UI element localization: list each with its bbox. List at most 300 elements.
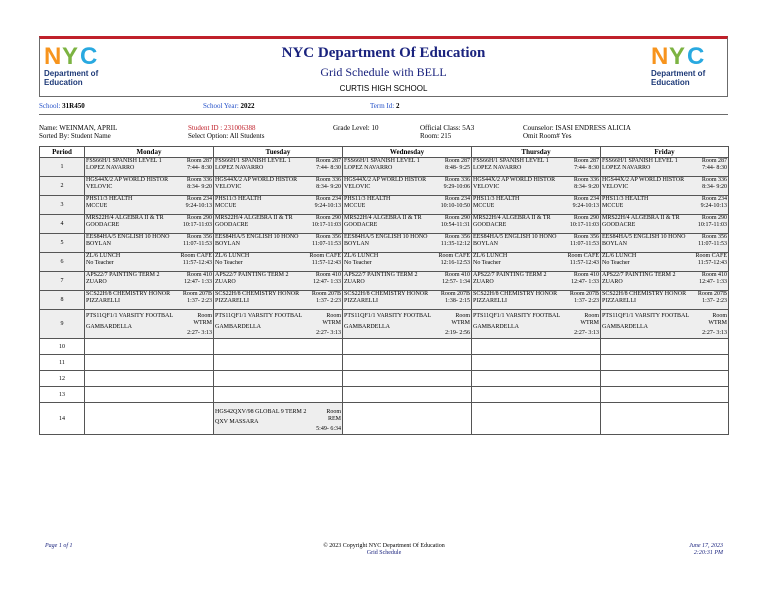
course-name: HGS42QXV/98 GLOBAL 9 TERM 2 — [215, 409, 307, 415]
class-time: 9:24-10:13 — [185, 203, 212, 209]
class-time: 7:44- 8:30 — [316, 165, 341, 171]
schedule-cell — [601, 355, 729, 371]
table-row — [40, 158, 729, 177]
teacher-name: ZUARO — [215, 279, 236, 285]
svg-text:N: N — [651, 43, 669, 67]
class-time: 8:48- 9:25 — [445, 165, 470, 171]
class-time: 12:47- 1:33 — [313, 279, 341, 285]
table-row — [40, 339, 729, 355]
divider — [39, 114, 728, 115]
class-time: 10:17-11:03 — [182, 222, 212, 228]
schedule-cell — [472, 403, 601, 435]
room-number: Room CAFE — [695, 253, 727, 259]
header-friday: Friday — [601, 147, 729, 158]
course-name: FSS66H/1 SPANISH LEVEL 1 — [215, 158, 291, 164]
school-field: School: 31R450 — [39, 102, 85, 110]
period-number: 14 — [40, 403, 85, 435]
teacher-name: No Teacher — [215, 260, 243, 266]
schedule-grid — [39, 146, 729, 435]
class-time: 2:27- 3:13 — [316, 330, 341, 336]
teacher-name: VELOVIC — [602, 184, 629, 190]
class-entry — [473, 253, 599, 270]
course-name: EES84HA/5 ENGLISH 10 HONO — [86, 234, 170, 240]
class-time: 1:37- 2:23 — [187, 298, 212, 304]
header-thursday: Thursday — [472, 147, 601, 158]
course-name: PHS11/3 HEALTH — [86, 196, 133, 202]
report-header — [39, 36, 728, 97]
teacher-name: GOODACRE — [215, 222, 249, 228]
course-name: PTS11QF1/1 VARSITY FOOTBAL — [602, 313, 690, 319]
class-time: 11:07-11:53 — [312, 241, 341, 247]
course-name: APS22/7 PAINTING TERM 2 — [602, 272, 676, 278]
course-name: FSS66H/1 SPANISH LEVEL 1 — [344, 158, 420, 164]
period-number: 2 — [40, 177, 85, 196]
course-name: HGS44X/2 AP WORLD HISTOR — [473, 177, 556, 183]
schedule-cell — [85, 272, 214, 291]
class-entry — [602, 196, 727, 213]
table-row — [40, 177, 729, 196]
class-entry — [215, 177, 341, 194]
teacher-name: GAMBARDELLA — [473, 324, 519, 330]
course-name: APS22/7 PAINTING TERM 2 — [344, 272, 418, 278]
teacher-name: PIZZARELLI — [86, 298, 120, 304]
schedule-cell — [85, 339, 214, 355]
class-time: 9:24-10:13 — [700, 203, 727, 209]
room-number: Room 287 — [186, 158, 212, 164]
copyright-block: © 2023 Copyright NYC Department Of Education Grid Schedule — [323, 543, 445, 556]
room-number: Room 207B — [697, 291, 727, 297]
course-name: EES84HA/5 ENGLISH 10 HONO — [473, 234, 557, 240]
room-number: Room 234 — [573, 196, 599, 202]
class-entry — [602, 313, 727, 338]
schedule-cell — [601, 234, 729, 253]
class-entry — [215, 409, 341, 434]
teacher-name: ZUARO — [344, 279, 365, 285]
course-name: APS22/7 PAINTING TERM 2 — [473, 272, 547, 278]
class-entry — [215, 272, 341, 289]
nyc-doe-logo-right — [651, 43, 723, 91]
course-name: PHS11/3 HEALTH — [344, 196, 391, 202]
class-time: 2:27- 3:13 — [187, 330, 212, 336]
report-subtitle: Grid Schedule with BELL — [320, 65, 447, 79]
room-number: Room 234 — [186, 196, 212, 202]
class-time: 10:54-11:31 — [440, 222, 470, 228]
page-number: Page 1 of 1 — [45, 543, 73, 549]
class-time: 7:44- 8:30 — [574, 165, 599, 171]
room-number: Room 290 — [573, 215, 599, 221]
schedule-cell — [472, 339, 601, 355]
class-time: 11:07-11:53 — [183, 241, 212, 247]
schedule-cell — [85, 291, 214, 310]
student-id-block: Student ID : 231006388 Select Option: All Students — [188, 124, 265, 140]
course-name: HGS44X/2 AP WORLD HISTOR — [344, 177, 427, 183]
teacher-name: LOPEZ NAVARRO — [473, 165, 522, 171]
schedule-cell — [214, 234, 343, 253]
room-number: Room 356 — [315, 234, 341, 240]
course-name: ZL/6 LUNCH — [344, 253, 379, 259]
schedule-cell — [601, 272, 729, 291]
schedule-cell — [85, 387, 214, 403]
class-entry — [344, 158, 470, 175]
room-number: Room 410 — [573, 272, 599, 278]
class-time: 12:16-12:53 — [440, 260, 470, 266]
period-number: 13 — [40, 387, 85, 403]
class-entry — [344, 291, 470, 308]
course-name: EES84HA/5 ENGLISH 10 HONO — [344, 234, 428, 240]
schedule-cell — [85, 371, 214, 387]
room-number: Room WTRM — [322, 313, 341, 326]
class-entry — [215, 313, 341, 338]
teacher-name: GOODACRE — [473, 222, 507, 228]
period-number: 11 — [40, 355, 85, 371]
class-time: 12:47- 1:33 — [571, 279, 599, 285]
course-name: SCS22H/8 CHEMISTRY HONOR — [473, 291, 558, 297]
class-entry — [473, 291, 599, 308]
class-entry — [215, 253, 341, 270]
teacher-name: No Teacher — [602, 260, 630, 266]
schedule-cell — [472, 158, 601, 177]
period-number: 5 — [40, 234, 85, 253]
class-time: 9:24-10:13 — [572, 203, 599, 209]
room-number: Room 290 — [315, 215, 341, 221]
header-tuesday: Tuesday — [214, 147, 343, 158]
class-time: 12:57- 1:34 — [442, 279, 470, 285]
course-name: MRS22H/4 ALGEBRA II & TR — [215, 215, 293, 221]
teacher-name: BOYLAN — [473, 241, 498, 247]
room-number: Room 207B — [311, 291, 341, 297]
room-number: Room WTRM — [193, 313, 212, 326]
class-entry — [602, 158, 727, 175]
class-entry — [344, 313, 470, 338]
period-number: 10 — [40, 339, 85, 355]
report-timestamp: June 17, 2023 2:20:31 PM — [689, 543, 723, 556]
schedule-cell — [343, 310, 472, 339]
schedule-cell — [214, 371, 343, 387]
room-number: Room 207B — [440, 291, 470, 297]
schedule-cell — [601, 158, 729, 177]
teacher-name: ZUARO — [86, 279, 107, 285]
room-number: Room 336 — [701, 177, 727, 183]
schedule-cell — [214, 272, 343, 291]
class-time: 1:37- 2:23 — [316, 298, 341, 304]
nyc-logo-mark-right — [651, 43, 711, 67]
class-entry — [344, 177, 470, 194]
class-time: 1:37- 2:23 — [574, 298, 599, 304]
class-entry — [86, 215, 212, 232]
room-number: Room 410 — [315, 272, 341, 278]
class-time: 2:19- 2:56 — [445, 330, 470, 336]
schedule-cell — [601, 339, 729, 355]
svg-text:Y: Y — [669, 43, 686, 67]
class-entry — [602, 177, 727, 194]
class-entry — [473, 158, 599, 175]
course-name: PTS11QF1/1 VARSITY FOOTBAL — [215, 313, 303, 319]
counselor-block: Counselor: ISASI ENDRESS ALICIA Omit Room# Yes — [523, 124, 631, 140]
schedule-cell — [214, 310, 343, 339]
schedule-cell — [601, 403, 729, 435]
schedule-cell — [472, 177, 601, 196]
teacher-name: VELOVIC — [215, 184, 242, 190]
class-time: 9:24-10:13 — [314, 203, 341, 209]
schedule-cell — [85, 253, 214, 272]
class-entry — [602, 253, 727, 270]
teacher-name: VELOVIC — [344, 184, 371, 190]
course-name: SCS22H/8 CHEMISTRY HONOR — [344, 291, 429, 297]
room-number: Room 410 — [186, 272, 212, 278]
period-number: 3 — [40, 196, 85, 215]
schedule-cell — [85, 403, 214, 435]
teacher-name: BOYLAN — [86, 241, 111, 247]
course-name: HGS44X/2 AP WORLD HISTOR — [215, 177, 298, 183]
class-entry — [86, 196, 212, 213]
course-name: PHS11/3 HEALTH — [602, 196, 649, 202]
schedule-cell — [472, 234, 601, 253]
room-number: Room WTRM — [451, 313, 470, 326]
course-name: PHS11/3 HEALTH — [473, 196, 520, 202]
class-time: 11:57-12:43 — [182, 260, 212, 266]
teacher-name: GOODACRE — [602, 222, 636, 228]
class-entry — [473, 177, 599, 194]
schedule-cell — [214, 196, 343, 215]
period-number: 7 — [40, 272, 85, 291]
class-time: 10:17-11:03 — [569, 222, 599, 228]
class-time: 12:47- 1:33 — [699, 279, 727, 285]
room-number: Room 336 — [315, 177, 341, 183]
room-number: Room 356 — [444, 234, 470, 240]
room-number: Room 287 — [573, 158, 599, 164]
schedule-cell — [601, 253, 729, 272]
table-row — [40, 234, 729, 253]
room-number: Room CAFE — [180, 253, 212, 259]
room-number: Room CAFE — [567, 253, 599, 259]
class-time: 12:47- 1:33 — [184, 279, 212, 285]
class-entry — [473, 196, 599, 213]
svg-text:N: N — [44, 43, 62, 67]
class-time: 10:17-11:03 — [311, 222, 341, 228]
header-monday: Monday — [85, 147, 214, 158]
course-name: MRS22H/4 ALGEBRA II & TR — [344, 215, 422, 221]
table-row — [40, 310, 729, 339]
class-time: 11:35-12:12 — [440, 241, 470, 247]
course-name: ZL/6 LUNCH — [215, 253, 250, 259]
course-name: PTS11QF1/1 VARSITY FOOTBAL — [344, 313, 432, 319]
class-entry — [473, 313, 599, 338]
schedule-cell — [472, 253, 601, 272]
class-time: 8:34- 9:20 — [187, 184, 212, 190]
room-number: Room 410 — [444, 272, 470, 278]
teacher-name: GOODACRE — [86, 222, 120, 228]
schedule-cell — [214, 158, 343, 177]
schedule-cell — [343, 196, 472, 215]
period-number: 1 — [40, 158, 85, 177]
schedule-cell — [472, 310, 601, 339]
class-entry — [215, 291, 341, 308]
class-time: 1:38- 2:15 — [445, 298, 470, 304]
class-entry — [473, 272, 599, 289]
schedule-cell — [214, 215, 343, 234]
course-name: FSS66H/1 SPANISH LEVEL 1 — [473, 158, 549, 164]
schedule-cell — [214, 387, 343, 403]
schedule-cell — [85, 158, 214, 177]
schedule-cell — [472, 387, 601, 403]
schedule-cell — [85, 310, 214, 339]
course-name: ZL/6 LUNCH — [602, 253, 637, 259]
course-name: PHS11/3 HEALTH — [215, 196, 262, 202]
room-number: Room 290 — [701, 215, 727, 221]
period-number: 4 — [40, 215, 85, 234]
schedule-cell — [472, 291, 601, 310]
teacher-name: GAMBARDELLA — [602, 324, 648, 330]
room-number: Room WTRM — [708, 313, 727, 326]
course-name: PTS11QF1/1 VARSITY FOOTBAL — [86, 313, 174, 319]
class-time: 7:44- 8:30 — [187, 165, 212, 171]
schedule-cell — [343, 291, 472, 310]
schedule-cell — [472, 272, 601, 291]
teacher-name: PIZZARELLI — [602, 298, 636, 304]
table-row — [40, 403, 729, 435]
course-name: ZL/6 LUNCH — [86, 253, 121, 259]
period-number: 6 — [40, 253, 85, 272]
schedule-cell — [601, 177, 729, 196]
class-time: 11:57-12:43 — [697, 260, 727, 266]
teacher-name: MCCUE — [602, 203, 624, 209]
grid-body — [40, 158, 729, 435]
table-row — [40, 387, 729, 403]
teacher-name: VELOVIC — [473, 184, 500, 190]
class-entry — [473, 215, 599, 232]
room-number: Room 410 — [701, 272, 727, 278]
course-name: SCS22H/8 CHEMISTRY HONOR — [215, 291, 300, 297]
class-entry — [344, 272, 470, 289]
schedule-cell — [214, 291, 343, 310]
course-name: EES84HA/5 ENGLISH 10 HONO — [602, 234, 686, 240]
schedule-cell — [85, 196, 214, 215]
teacher-name: PIZZARELLI — [215, 298, 249, 304]
header-wednesday: Wednesday — [343, 147, 472, 158]
class-time: 11:57-12:43 — [311, 260, 341, 266]
svg-text:C: C — [687, 43, 705, 67]
room-number: Room 234 — [315, 196, 341, 202]
teacher-name: LOPEZ NAVARRO — [215, 165, 264, 171]
class-entry — [344, 234, 470, 251]
room-number: Room 356 — [701, 234, 727, 240]
class-entry — [86, 158, 212, 175]
class-entry — [473, 234, 599, 251]
room-number: Room 207B — [182, 291, 212, 297]
course-name: MRS22H/4 ALGEBRA II & TR — [473, 215, 551, 221]
student-name-block: Name: WEINMAN, APRIL Sorted By: Student Name — [39, 124, 118, 140]
class-time: 8:34- 9:20 — [702, 184, 727, 190]
svg-text:Y: Y — [62, 43, 79, 67]
room-number: Room 336 — [573, 177, 599, 183]
class-entry — [215, 196, 341, 213]
schedule-cell — [214, 355, 343, 371]
table-row — [40, 272, 729, 291]
teacher-name: GAMBARDELLA — [344, 324, 390, 330]
schedule-cell — [343, 272, 472, 291]
course-name: SCS22H/8 CHEMISTRY HONOR — [602, 291, 687, 297]
class-time: 9:29-10:06 — [443, 184, 470, 190]
room-number: Room CAFE — [309, 253, 341, 259]
class-time: 11:07-11:53 — [698, 241, 727, 247]
table-row — [40, 291, 729, 310]
official-class-block: Official Class: 5A3 Room: 215 — [420, 124, 475, 140]
room-number: Room 336 — [186, 177, 212, 183]
table-row — [40, 371, 729, 387]
course-name: HGS44X/2 AP WORLD HISTOR — [602, 177, 685, 183]
schedule-cell — [472, 371, 601, 387]
class-time: 7:44- 8:30 — [702, 165, 727, 171]
class-entry — [86, 291, 212, 308]
teacher-name: BOYLAN — [215, 241, 240, 247]
class-time: 11:57-12:43 — [569, 260, 599, 266]
class-entry — [602, 234, 727, 251]
school-year-field: School Year: 2022 — [203, 102, 255, 110]
header-period: Period — [40, 147, 85, 158]
schedule-cell — [343, 215, 472, 234]
class-entry — [602, 272, 727, 289]
course-name: APS22/7 PAINTING TERM 2 — [86, 272, 160, 278]
teacher-name: LOPEZ NAVARRO — [602, 165, 651, 171]
schedule-cell — [343, 403, 472, 435]
teacher-name: LOPEZ NAVARRO — [344, 165, 393, 171]
period-number: 8 — [40, 291, 85, 310]
class-entry — [86, 253, 212, 270]
room-number: Room 356 — [573, 234, 599, 240]
course-name: EES84HA/5 ENGLISH 10 HONO — [215, 234, 299, 240]
schedule-cell — [601, 215, 729, 234]
class-entry — [602, 215, 727, 232]
period-number: 9 — [40, 310, 85, 339]
class-time: 5:49- 6:34 — [316, 426, 341, 432]
table-row — [40, 253, 729, 272]
room-number: Room 207B — [569, 291, 599, 297]
room-number: Room REM — [326, 409, 341, 422]
schedule-cell — [85, 355, 214, 371]
room-number: Room 356 — [186, 234, 212, 240]
teacher-name: MCCUE — [344, 203, 366, 209]
room-number: Room 287 — [701, 158, 727, 164]
teacher-name: PIZZARELLI — [344, 298, 378, 304]
schedule-cell — [601, 387, 729, 403]
room-number: Room 287 — [315, 158, 341, 164]
schedule-cell — [85, 234, 214, 253]
schedule-cell — [343, 253, 472, 272]
class-time: 11:07-11:53 — [570, 241, 599, 247]
schedule-cell — [343, 177, 472, 196]
teacher-name: QXV MASSARA — [215, 419, 259, 425]
room-number: Room 234 — [444, 196, 470, 202]
course-name: FSS66H/1 SPANISH LEVEL 1 — [86, 158, 162, 164]
schedule-cell — [601, 310, 729, 339]
course-name: APS22/7 PAINTING TERM 2 — [215, 272, 289, 278]
room-number: Room 290 — [186, 215, 212, 221]
class-entry — [215, 158, 341, 175]
class-time: 8:34- 9:20 — [574, 184, 599, 190]
schedule-cell — [601, 371, 729, 387]
teacher-name: VELOVIC — [86, 184, 113, 190]
teacher-name: No Teacher — [473, 260, 501, 266]
room-number: Room 234 — [701, 196, 727, 202]
teacher-name: GAMBARDELLA — [215, 324, 261, 330]
schedule-cell — [343, 339, 472, 355]
schedule-cell — [214, 339, 343, 355]
class-time: 2:27- 3:13 — [574, 330, 599, 336]
teacher-name: BOYLAN — [602, 241, 627, 247]
school-name: CURTIS HIGH SCHOOL — [339, 84, 428, 93]
schedule-cell — [343, 387, 472, 403]
room-number: Room 336 — [444, 177, 470, 183]
